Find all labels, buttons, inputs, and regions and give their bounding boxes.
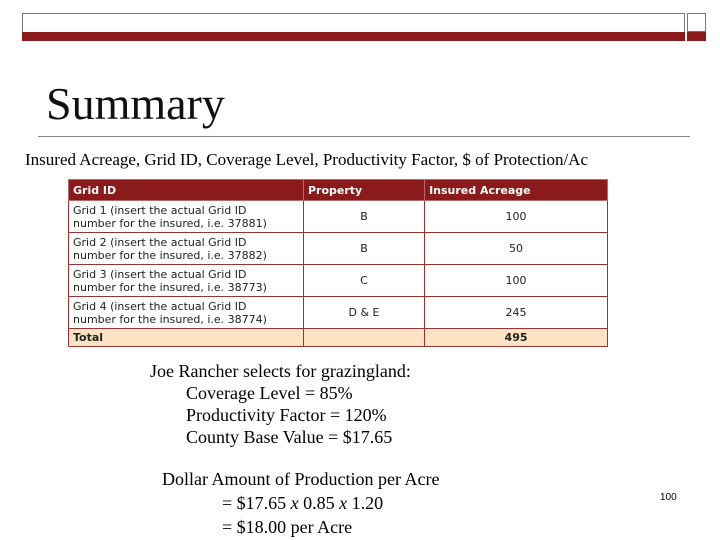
- page-number: 100: [660, 492, 677, 503]
- table-row: [69, 201, 608, 233]
- property-cell: B: [303, 201, 424, 233]
- grid-id-line: number for the insured, i.e. 38774): [73, 312, 267, 326]
- formula-part: 1.20: [347, 493, 384, 513]
- property-cell: B: [303, 233, 424, 265]
- total-label: Total: [69, 329, 304, 347]
- county-base-value-line: County Base Value = $17.65: [186, 427, 393, 447]
- corner-square-bottom: [687, 32, 706, 41]
- calculation-formula: [162, 491, 439, 515]
- table-row: [69, 233, 608, 265]
- header-accent-bar: [22, 32, 685, 41]
- coverage-level-line: Coverage Level = 85%: [186, 383, 353, 403]
- acreage-cell: 50: [425, 233, 608, 265]
- selection-block: [150, 360, 411, 448]
- acreage-cell: 245: [425, 297, 608, 329]
- header-grid-id: Grid ID: [69, 180, 304, 201]
- grid-id-line: number for the insured, i.e. 37881): [73, 216, 267, 230]
- grid-id-cell: [69, 265, 304, 297]
- header-insured-acreage: Insured Acreage: [425, 180, 608, 201]
- grid-id-line: Grid 3 (insert the actual Grid ID: [73, 267, 247, 281]
- grid-id-cell: [69, 201, 304, 233]
- property-cell: D & E: [303, 297, 424, 329]
- selection-intro: Joe Rancher selects for grazingland:: [150, 361, 411, 381]
- header-band: [22, 13, 685, 32]
- grid-id-line: number for the insured, i.e. 38773): [73, 280, 267, 294]
- table-row: [69, 265, 608, 297]
- acreage-cell: 100: [425, 265, 608, 297]
- multiply-symbol: x: [290, 493, 299, 513]
- acreage-table: [68, 179, 608, 347]
- grid-id-cell: [69, 297, 304, 329]
- table-row: [69, 297, 608, 329]
- slide-subtitle: Insured Acreage, Grid ID, Coverage Level, Productivity Factor, $ of Protection/Ac: [25, 150, 588, 169]
- grid-id-cell: [69, 233, 304, 265]
- calculation-result: = $18.00 per Acre: [222, 517, 353, 537]
- corner-square-top: [687, 13, 706, 32]
- grid-id-line: Grid 4 (insert the actual Grid ID: [73, 299, 247, 313]
- multiply-symbol: x: [339, 493, 348, 513]
- table-header-row: [69, 180, 608, 201]
- calculation-block: [162, 467, 439, 539]
- total-property: [303, 329, 424, 347]
- calculation-heading: Dollar Amount of Production per Acre: [162, 469, 440, 489]
- grid-id-line: number for the insured, i.e. 37882): [73, 248, 267, 262]
- header-property: Property: [303, 180, 424, 201]
- title-divider: [38, 136, 690, 137]
- property-cell: C: [303, 265, 424, 297]
- grid-id-line: Grid 1 (insert the actual Grid ID: [73, 203, 247, 217]
- grid-id-line: Grid 2 (insert the actual Grid ID: [73, 235, 247, 249]
- formula-part: 0.85: [298, 493, 340, 513]
- productivity-factor-line: Productivity Factor = 120%: [186, 405, 387, 425]
- table-total-row: [69, 329, 608, 347]
- total-value: 495: [425, 329, 608, 347]
- formula-part: = $17.65: [222, 493, 291, 513]
- slide-title: Summary: [46, 78, 225, 129]
- acreage-cell: 100: [425, 201, 608, 233]
